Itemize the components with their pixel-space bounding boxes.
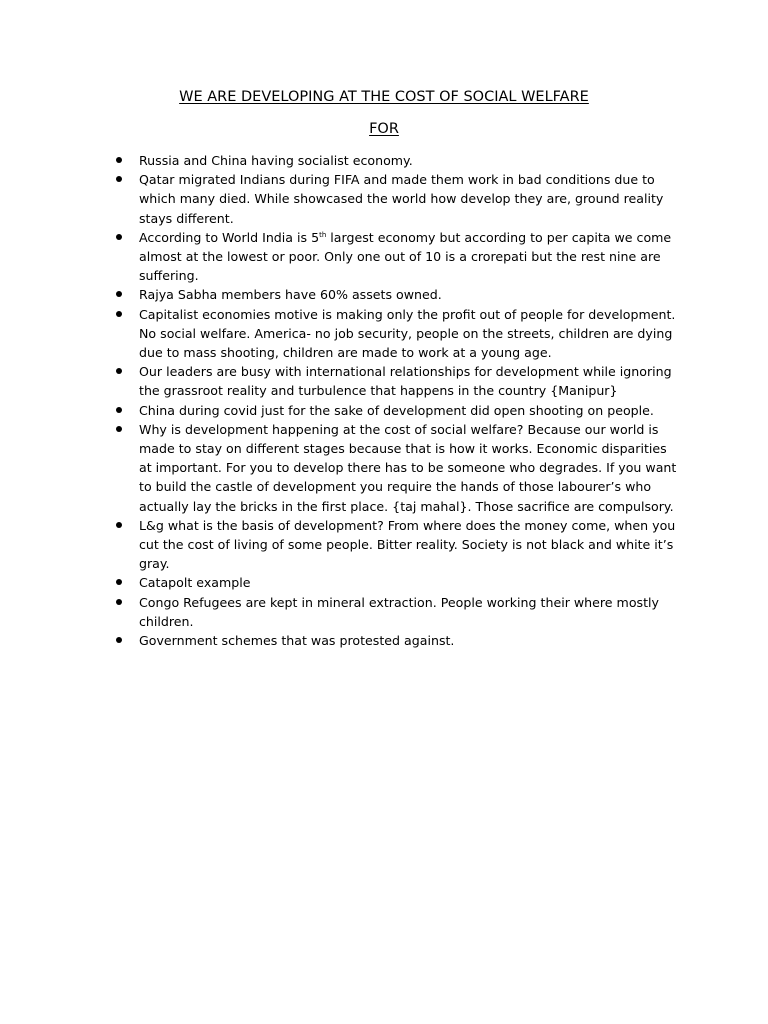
list-item: Russia and China having socialist economy. (113, 151, 683, 170)
list-item-text: According to World India is 5 (139, 229, 320, 245)
list-item: China during covid just for the sake of development did open shooting on people. (113, 401, 683, 420)
list-item: Capitalist economies motive is making only the profit out of people for development. No social welfare. America- no job security, people on the streets, children are dying due to mass shooting, children are made to work at a young age. (113, 305, 683, 363)
document-subtitle: FOR (369, 121, 399, 137)
list-item: L&g what is the basis of development? From where does the money come, when you cut the cost of living of some people. Bitter reality. Society is not black and white it’s gray. (113, 516, 683, 574)
list-item (113, 228, 683, 286)
list-item: Qatar migrated Indians during FIFA and made them work in bad conditions due to which many died. While showcased the world how develop they are, ground reality stays different. (113, 170, 683, 228)
list-item-text: largest economy but according to per capita we come almost at the lowest or poor. Only one out of 10 is a crorepati but the rest nine are suffering. (139, 229, 672, 284)
list-item: Congo Refugees are kept in mineral extraction. People working their where mostly children. (113, 593, 683, 631)
list-item: Rajya Sabha members have 60% assets owned. (113, 285, 683, 304)
ordinal-superscript: th (319, 230, 327, 239)
list-item: Catapolt example (113, 573, 683, 592)
list-item: Why is development happening at the cost of social welfare? Because our world is made to stay on different stages because that is how it works. Economic disparities at important. For you to develop there has to be someone who degrades. If you want to build the castle of development you require the hands of those labourer’s who actually lay the bricks in the first place. {taj mahal}. Those sacrifice are compulsory. (113, 420, 683, 516)
bullet-list (113, 151, 683, 650)
list-item: Our leaders are busy with international relationships for development while ignoring the grassroot reality and turbulence that happens in the country {Manipur} (113, 362, 683, 400)
document-title: WE ARE DEVELOPING AT THE COST OF SOCIAL WELFARE (179, 89, 589, 105)
list-item: Government schemes that was protested against. (113, 631, 683, 650)
